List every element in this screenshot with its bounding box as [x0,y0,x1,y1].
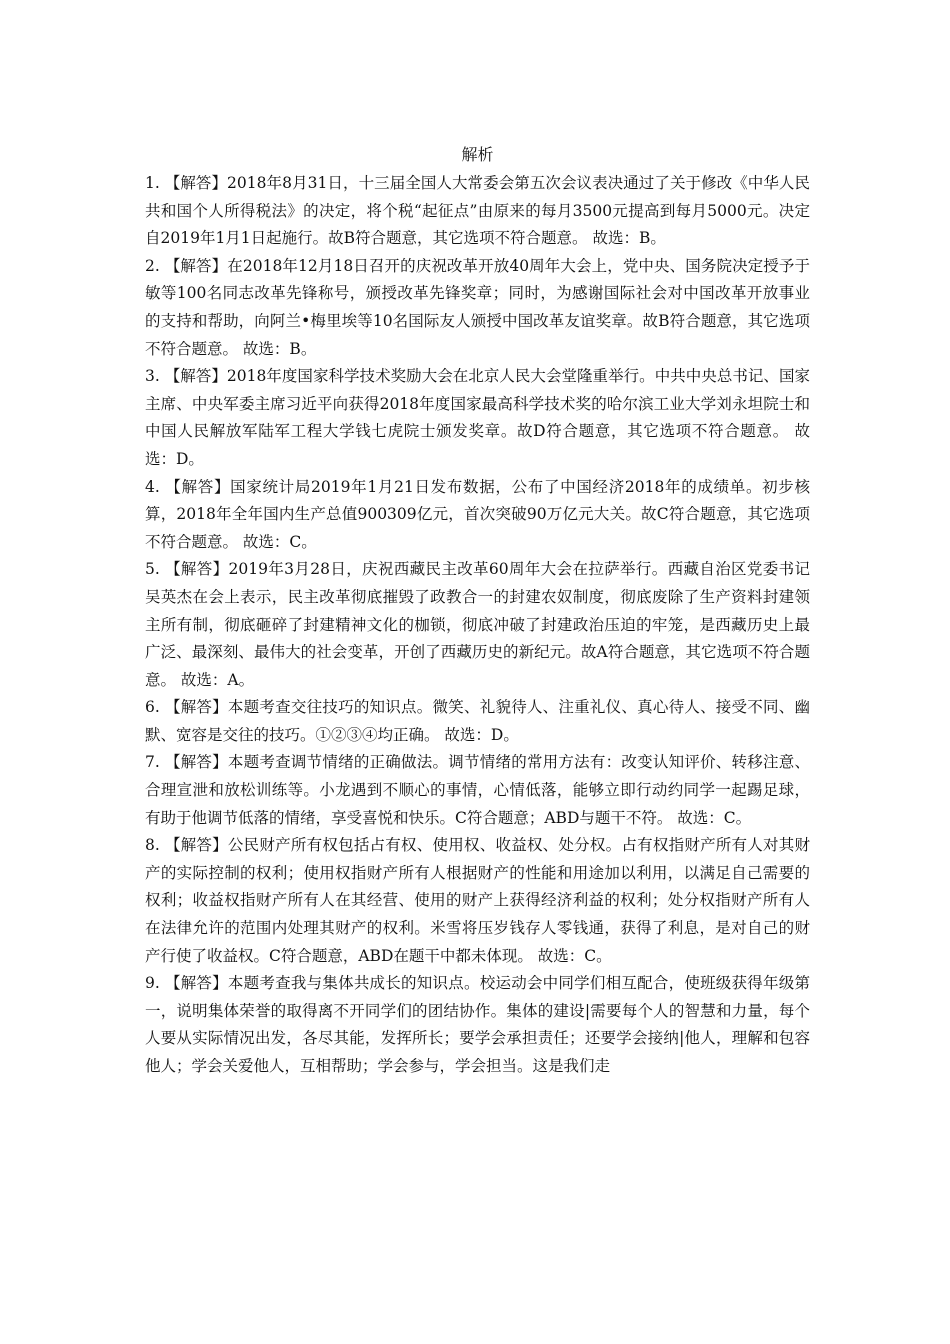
answer-paragraph-5: 5. 【解答】2019年3月28日，庆祝西藏民主改革60周年大会在拉萨举行。西藏自治区党委书记吴英杰在会上表示，民主改革彻底摧毁了政教合一的封建农奴制度，彻底废除了生产资料封建领主所有制，彻底砸碎了封建精神文化的枷锁，彻底冲破了封建政治压迫的牢笼，是西藏历史上最广泛、最深刻、最伟大的社会变革，开创了西藏历史的新纪元。故A符合题意，其它选项不符合题意。 故选：A。 [145,560,810,689]
answer-paragraph-1: 1. 【解答】2018年8月31日，十三届全国人大常委会第五次会议表决通过了关于修改《中华人民共和国个人所得税法》的决定，将个税“起征点”由原来的每月3500元提高到每月5000元。决定自2019年1月1日起施行。故B符合题意，其它选项不符合题意。 故选：B。 [145,174,810,248]
answer-paragraph-2: 2. 【解答】在2018年12月18日召开的庆祝改革开放40周年大会上，党中央、国务院决定授予于敏等100名同志改革先锋称号，颁授改革先锋奖章；同时，为感谢国际社会对中国改革开放事业的支持和帮助，向阿兰•梅里埃等10名国际友人颁授中国改革友谊奖章。故B符合题意，其它选项不符合题意。 故选：B。 [145,256,810,358]
document-page [145,140,810,1081]
answer-paragraph-4: 4. 【解答】国家统计局2019年1月21日发布数据，公布了中国经济2018年的成绩单。初步核算，2018年全年国内生产总值900309亿元，首次突破90万亿元大关。故C符合题意，其它选项不符合题意。 故选：C。 [145,477,810,551]
answer-paragraph-3: 3. 【解答】2018年度国家科学技术奖励大会在北京人民大会堂隆重举行。中共中央总书记、国家主席、中央军委主席习近平向获得2018年度国家最高科学技术奖的哈尔滨工业大学刘永坦院士和中国人民解放军陆军工程大学钱七虎院士颁发奖章。故D符合题意，其它选项不符合题意。 故选：D。 [145,367,810,468]
document-title: 解析 [461,145,494,164]
answer-paragraph-8: 8. 【解答】公民财产所有权包括占有权、使用权、收益权、处分权。占有权指财产所有人对其财产的实际控制的权利；使用权指财产所有人根据财产的性能和用途加以利用，以满足自己需要的权利；收益权指财产所有人在其经营、使用的财产上获得经济利益的权利；处分权指财产所有人在法律允许的范围内处理其财产的权利。米雪将压岁钱存人零钱通，获得了利息，是对自己的财产行使了收益权。C符合题意，ABD在题干中都未体现。 故选：C。 [145,836,810,965]
answer-paragraph-7: 7. 【解答】本题考查调节情绪的正确做法。调节情绪的常用方法有：改变认知评价、转移注意、合理宣泄和放松训练等。小龙遇到不顺心的事情，心情低落，能够立即行动约同学一起踢足球，有助于他调节低落的情绪，享受喜悦和快乐。C符合题意；ABD与题干不符。 故选：C。 [145,753,810,827]
answer-paragraph-9: 9. 【解答】本题考查我与集体共成长的知识点。校运动会中同学们相互配合，使班级获得年级第一，说明集体荣誉的取得离不开同学们的团结协作。集体的建设|需要每个人的智慧和力量，每个人要从实际情况出发，各尽其能，发挥所长；要学会承担责任；还要学会接纳|他人，理解和包容他人；学会关爱他人，互相帮助；学会参与，学会担当。这是我们走 [145,974,810,1075]
answer-paragraph-6: 6. 【解答】本题考查交往技巧的知识点。微笑、礼貌待人、注重礼仪、真心待人、接受不同、幽默、宽容是交往的技巧。①②③④均正确。 故选：D。 [145,698,810,744]
